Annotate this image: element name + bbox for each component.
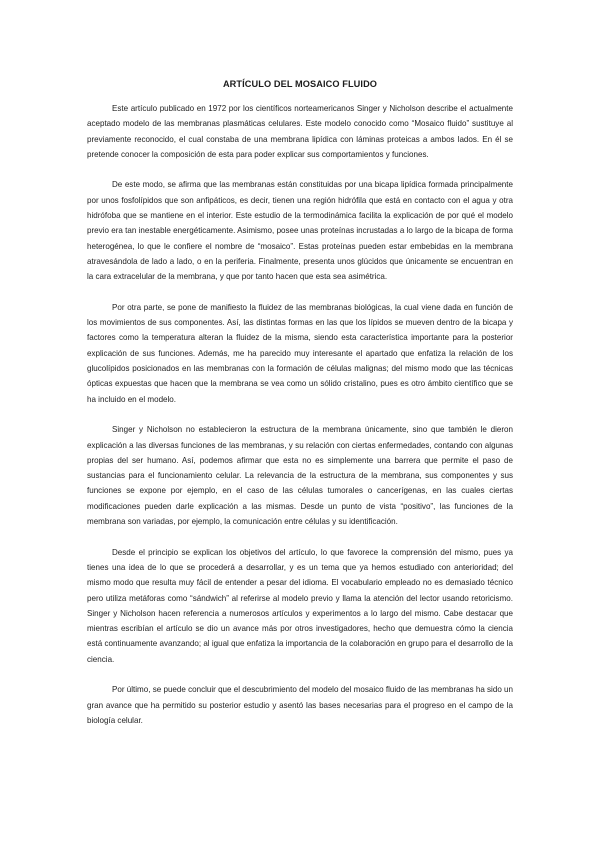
paragraph-fluidity: Por otra parte, se pone de manifiesto la fluidez de las membranas biológicas, la cual viene dada en función de los movimientos de sus componentes. Así, las distintas formas en las que los lípidos se mueven dentro de la bicapa y factores como la temperatura alteran la fluidez de la misma, siendo esta característica importante para la posterior explicación de sus funciones. Además, me ha parecido muy interesante el apartado que enfatiza la relación de los glucolípidos posicionados en las membranas con la formación de células malignas; del mismo modo que las técnicas ópticas expuestas que hacen que la membrana se vea como un sólido cristalino, pues es otro ámbito científico que se ha incluido en el modelo. <box>87 302 513 404</box>
paragraph-intro: Este artículo publicado en 1972 por los científicos norteamericanos Singer y Nicholson describe el actualmente aceptado modelo de las membranas plasmáticas celulares. Este modelo conocido como “Mosaico fluido” sustituye al previamente reconocido, el cual constaba de una membrana lipídica con láminas proteicas a ambos lados. En él se pretende conocer la composición de esta para poder explicar sus comportamientos y funciones. <box>87 104 513 159</box>
paragraph-assessment: Desde el principio se explican los objetivos del artículo, lo que favorece la comprensión del mismo, pues ya tienes una idea de lo que se procederá a desarrollar, y es un tema que ya hemos estudiado con anterioridad; del mismo modo que resulta muy fácil de entender a pesar del idioma. El vocabulario empleado no es demasiado técnico pero utiliza metáforas como “sándwich” al referirse al modelo previo y llama la atención del lector usando retoricismo. Singer y Nicholson hacen referencia a numerosos artículos y experimentos a lo largo del mismo. Cabe destacar que mientras escribían el artículo se dio un avance más por otros investigadores, hecho que demuestra cómo la ciencia está continuamente avanzando; al igual que enfatiza la importancia de la colaboración en grupo para el desarrollo de la ciencia. <box>87 547 513 664</box>
paragraph-functions: Singer y Nicholson no establecieron la estructura de la membrana únicamente, sino que también le dieron explicación a las diversas funciones de las membranas, y su relación con ciertas enfermedades, contando con algunas propias del ser humano. Así, podemos afirmar que esta no es simplemente una barrera que permite el paso de sustancias para el funcionamiento celular. La relevancia de la estructura de la membrana, sus componentes y sus funciones se expone por ejemplo, en el caso de las células tumorales o cancerígenas, en las cuales ciertas modificaciones pueden darle explicación a las mismas. Desde un punto de vista “positivo”, las funciones de la membrana son variadas, por ejemplo, la comunicación entre células y su identificación. <box>87 425 513 527</box>
paragraph-structure: De este modo, se afirma que las membranas están constituidas por una bicapa lipídica formada principalmente por unos fosfolípidos que son anfipáticos, es decir, tienen una región hidrófila que está en contacto con el agua y otra hidrófoba que se mantiene en el interior. Este estudio de la termodinámica facilita la explicación de por qué el modelo previo era tan inestable energéticamente. Asimismo, posee unas proteínas incrustadas a lo largo de la bicapa de forma heterogénea, lo que le confiere el nombre de “mosaico”. Estas proteínas pueden estar embebidas en la membrana atravesándola de lado a lado, o en la periferia. Finalmente, presenta unos glúcidos que únicamente se encuentran en la cara extracelular de la membrana, y que por tanto hacen que esta sea asimétrica. <box>87 180 513 282</box>
document-title: ARTÍCULO DEL MOSAICO FLUIDO <box>222 79 378 89</box>
document-body <box>87 101 513 743</box>
paragraph-conclusion: Por último, se puede concluir que el descubrimiento del modelo del mosaico fluido de las membranas ha sido un gran avance que ha permitido su posterior estudio y asentó las bases necesarias para el progreso en el campo de la biología celular. <box>87 685 513 725</box>
